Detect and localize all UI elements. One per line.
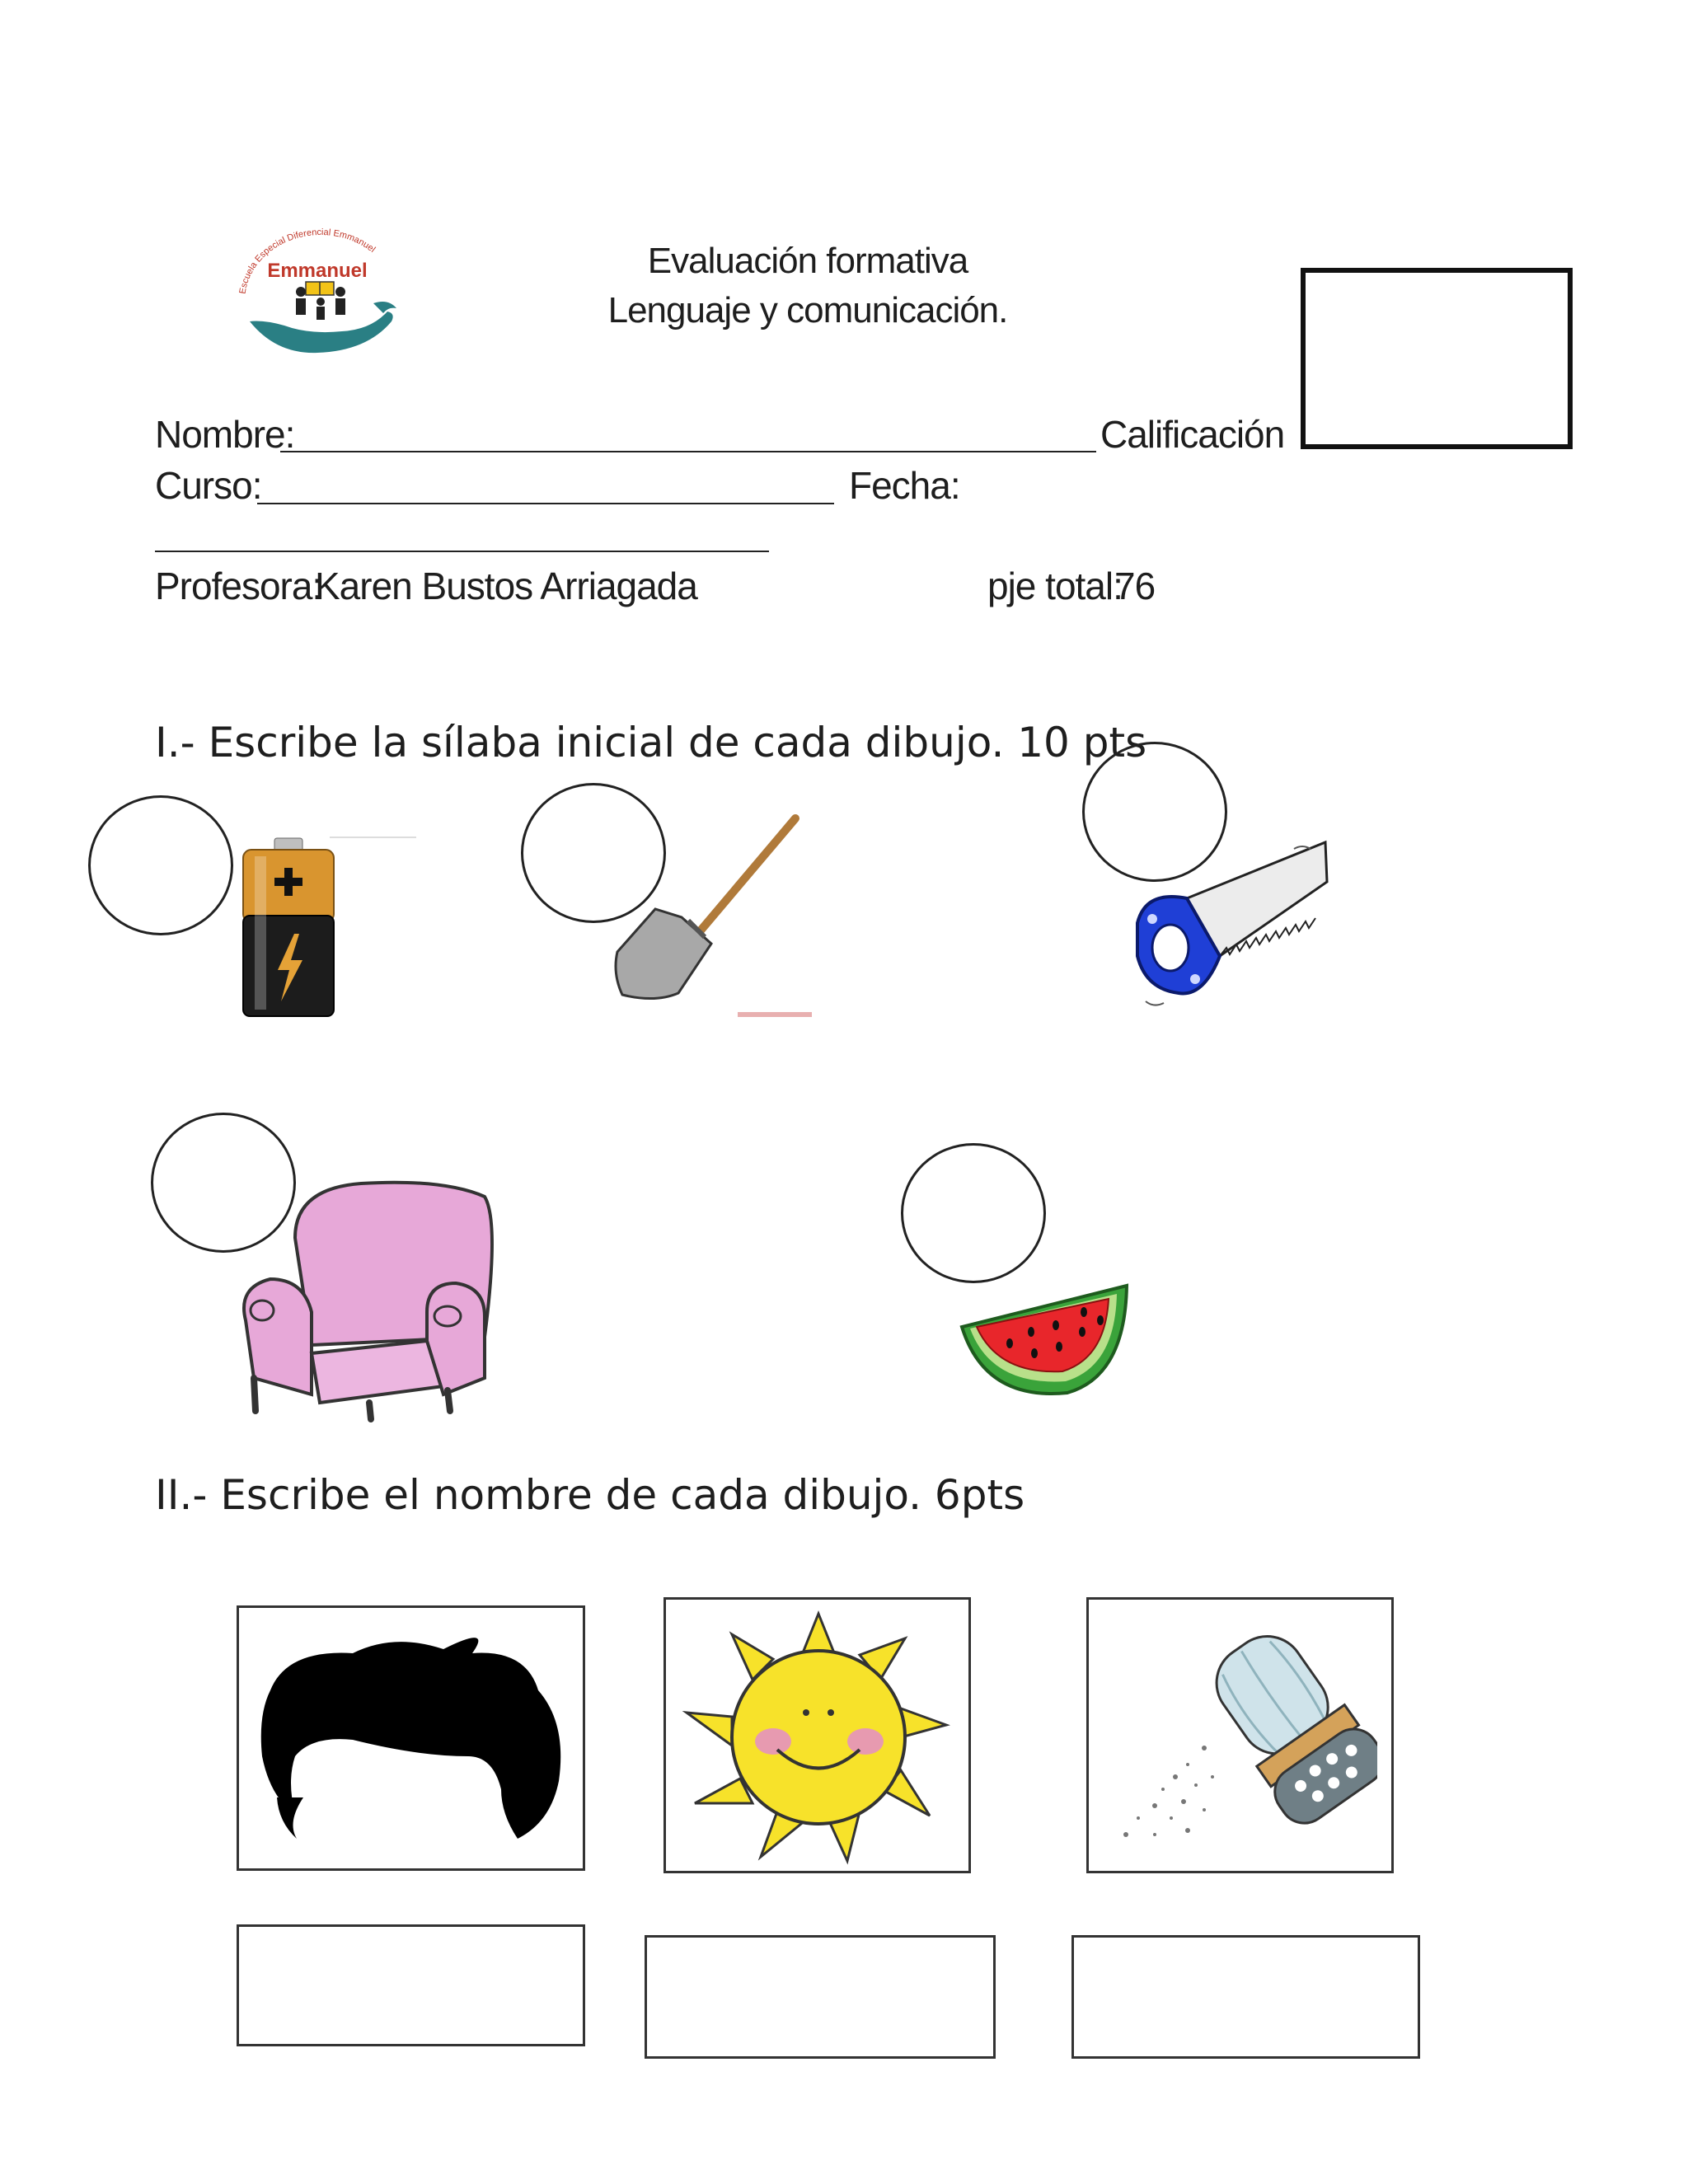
svg-text:Escuela Especial Diferencial E: Escuela Especial Diferencial Emmanuel: [237, 227, 377, 295]
profesora-name: Karen Bustos Arriagada: [315, 565, 697, 607]
grade-box[interactable]: [1301, 268, 1573, 449]
hair-icon: [254, 1616, 571, 1863]
school-logo: [227, 223, 412, 367]
page-subtitle: Lenguaje y comunicación.: [607, 290, 1008, 330]
pje-total-value: 76: [1114, 565, 1156, 607]
nombre-input-line[interactable]: [280, 451, 1096, 452]
svg-text:Emmanuel: Emmanuel: [267, 260, 368, 282]
section1-title: I.- Escribe la sílaba inicial de cada dibujo. 10 pts: [155, 719, 1147, 766]
section2-title: II.- Escribe el nombre de cada dibujo. 6pts: [155, 1471, 1025, 1519]
armchair-icon: [237, 1172, 501, 1427]
picture-box-hair: [237, 1605, 585, 1871]
shovel-caption: [738, 1012, 812, 1017]
fecha-label: Fecha:: [849, 464, 960, 507]
name-answer-box-2[interactable]: [645, 1935, 996, 2059]
battery-caption-line: [330, 837, 416, 838]
name-answer-box-1[interactable]: [237, 1924, 585, 2046]
profesora-label: Profesora:: [155, 565, 322, 607]
sun-icon: [682, 1610, 954, 1865]
salt-shaker-icon: [1105, 1612, 1377, 1859]
picture-box-sun: [663, 1597, 971, 1873]
pje-total-label: pje total:: [987, 565, 1123, 607]
watermelon-icon: [952, 1261, 1137, 1409]
syllable-answer-circle-1[interactable]: [88, 795, 233, 935]
picture-box-salt: [1086, 1597, 1394, 1873]
fecha-input-line[interactable]: [155, 551, 769, 552]
nombre-label: Nombre:: [155, 413, 295, 456]
page-title: Evaluación formativa: [647, 241, 968, 281]
curso-label: Curso:: [155, 464, 262, 507]
calificacion-label: Calificación: [1100, 413, 1285, 456]
name-answer-box-3[interactable]: [1071, 1935, 1420, 2059]
curso-input-line[interactable]: [257, 503, 834, 504]
battery-icon: [235, 837, 342, 1022]
saw-icon: [1129, 832, 1335, 1030]
shovel-icon: [606, 812, 804, 1010]
